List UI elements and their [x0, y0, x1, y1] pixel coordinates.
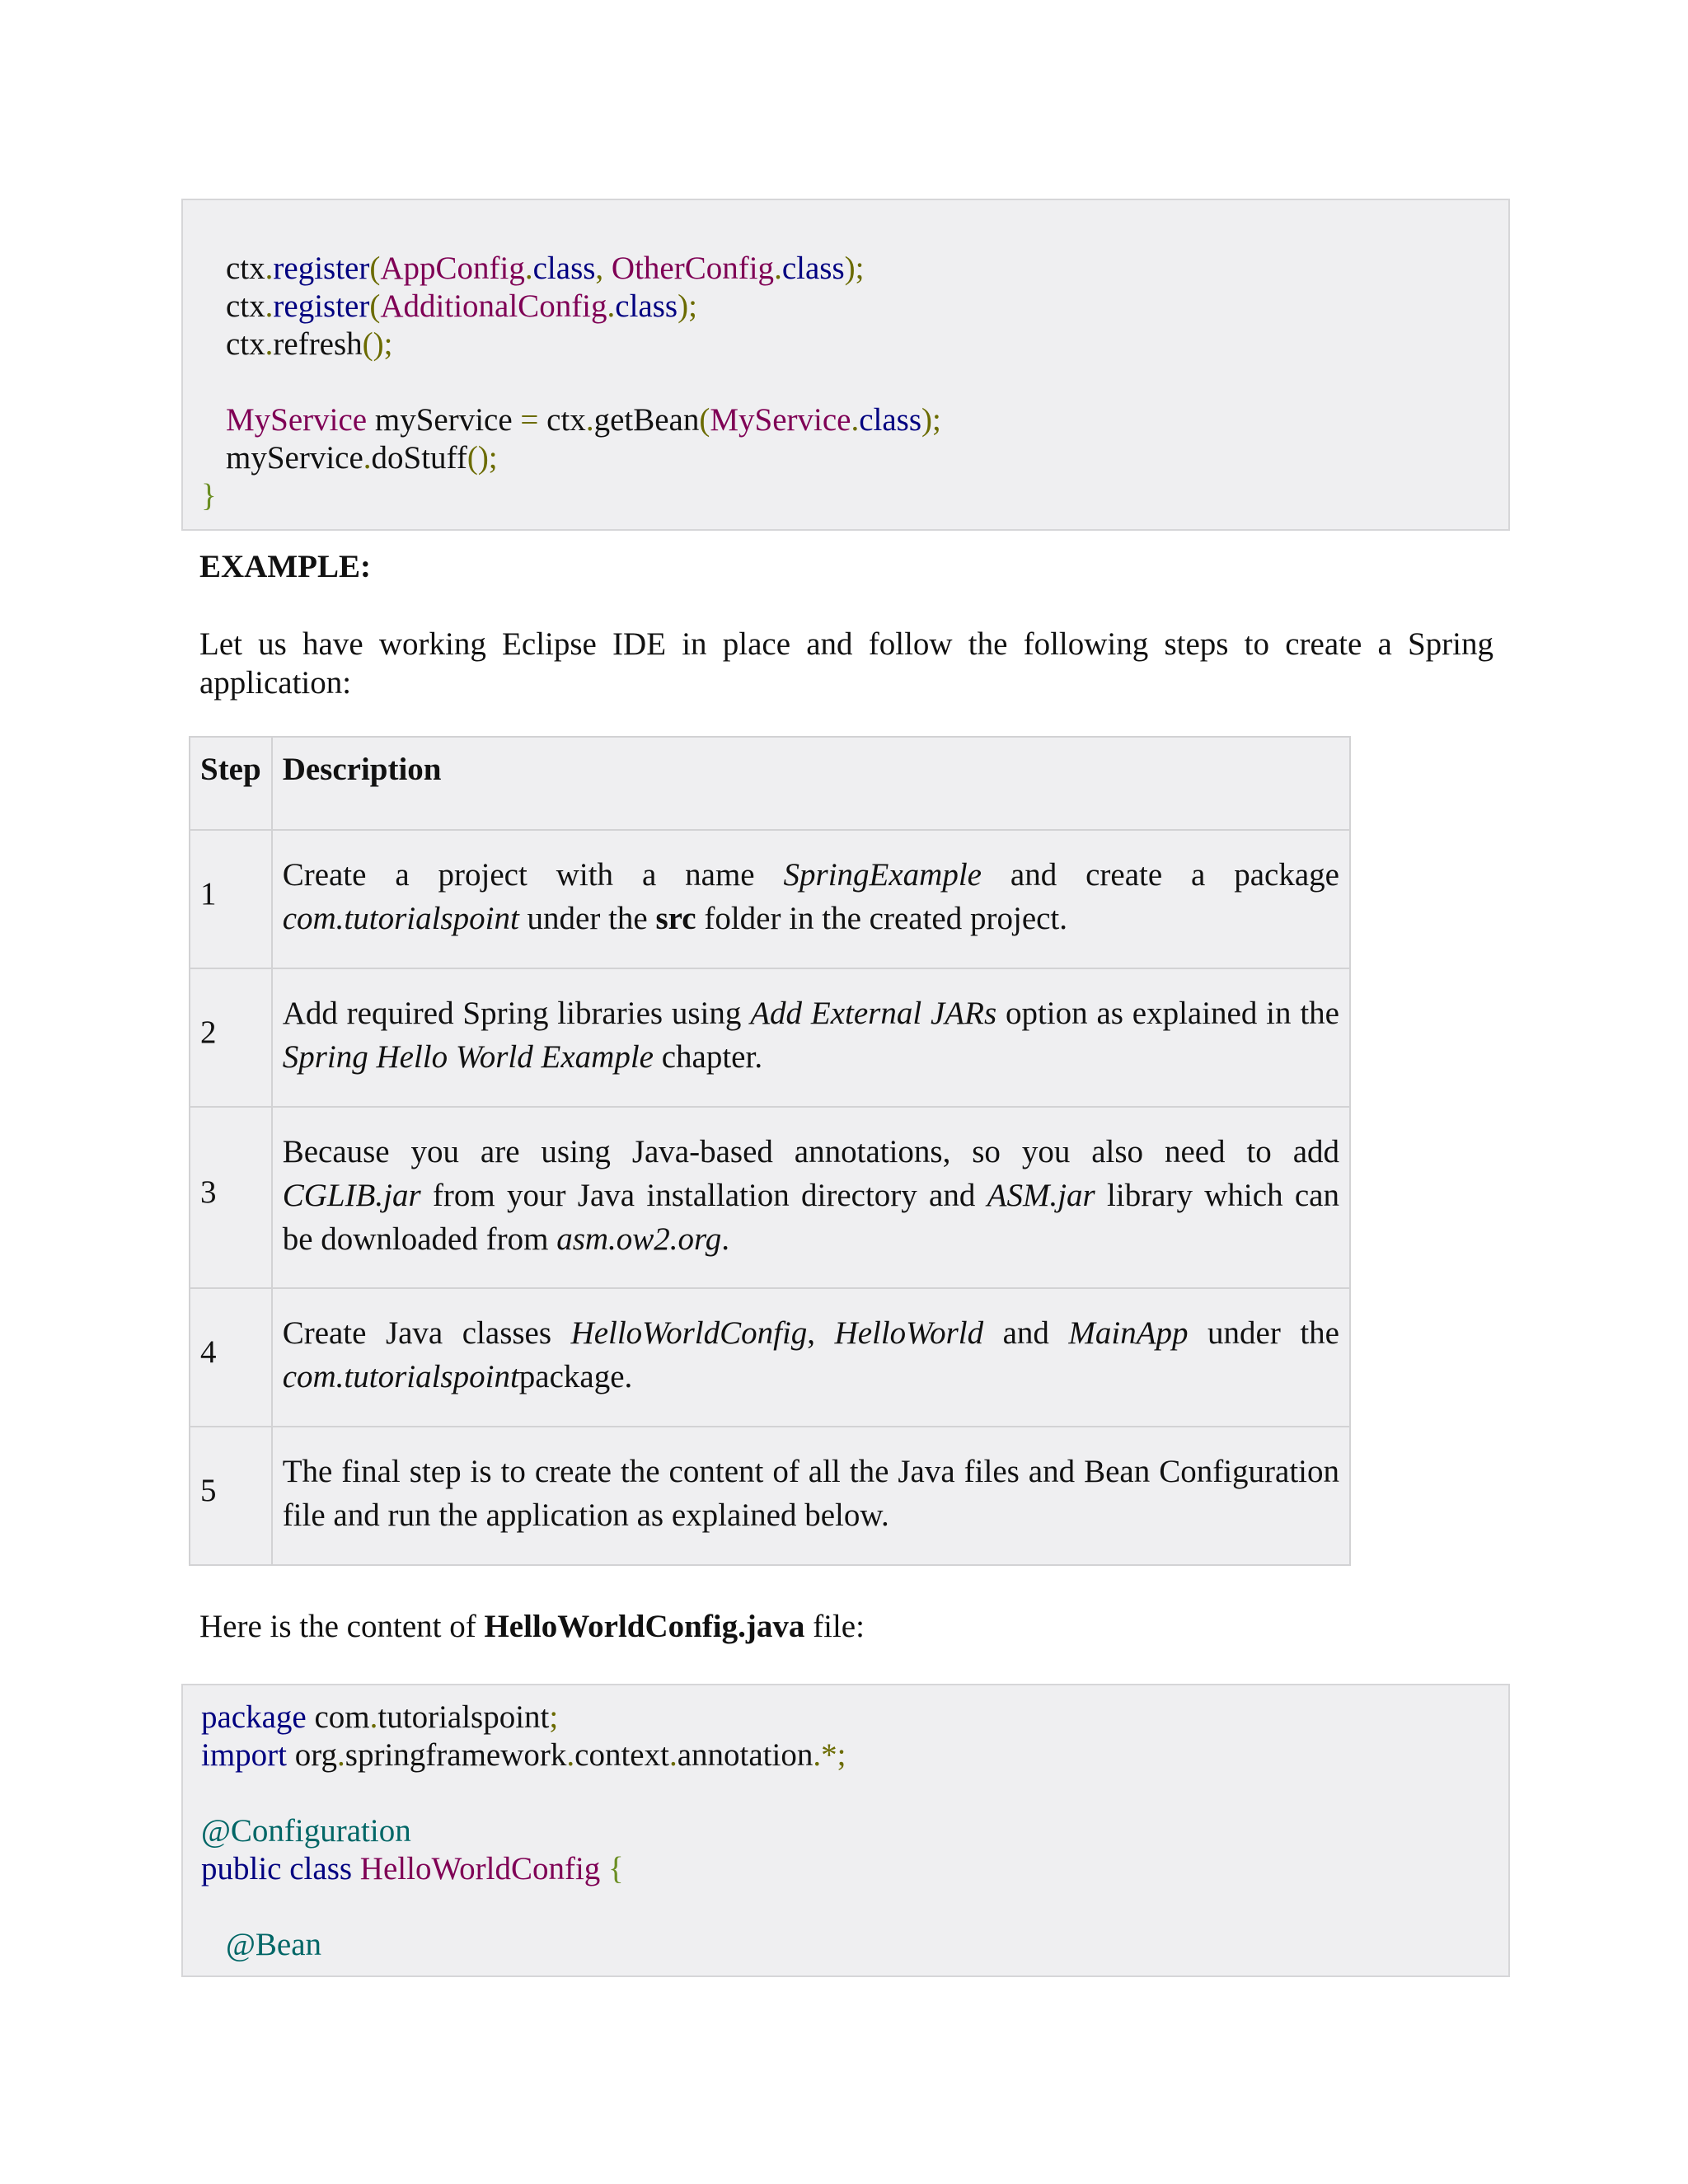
code-block-1-line	[183, 401, 1508, 439]
table-row	[190, 1288, 1350, 1427]
code-token: AdditionalConfig	[380, 288, 607, 324]
code-token: register	[273, 288, 370, 324]
description-text: Spring Hello World Example	[282, 1039, 654, 1075]
description-text: under the	[518, 901, 656, 936]
code-token: MyService	[710, 402, 851, 438]
code-token: }	[201, 478, 217, 513]
code-token: class	[289, 1851, 353, 1886]
code-token: );	[678, 288, 697, 324]
code-token: (	[369, 251, 381, 286]
code-token: );	[844, 251, 865, 286]
code-token: .	[369, 1699, 378, 1735]
content-intro-before: Here is the content of	[199, 1609, 485, 1644]
code-token: .	[363, 440, 372, 476]
table-header-row	[190, 737, 1350, 830]
description-text: option as explained in the	[996, 996, 1339, 1031]
description-text: folder in the created project.	[696, 901, 1068, 936]
code-token: class	[615, 288, 678, 324]
code-token	[352, 1851, 360, 1886]
description-text: .	[721, 1221, 730, 1257]
description-text: ,	[807, 1315, 835, 1351]
code-token: springframework	[345, 1737, 567, 1773]
description-text: and	[983, 1315, 1069, 1351]
description-text: HelloWorld	[834, 1315, 984, 1351]
code-token: public	[201, 1851, 282, 1886]
code-token: ();	[467, 440, 498, 476]
code-token: ,	[595, 251, 612, 286]
code-token	[600, 1851, 608, 1886]
code-block-2-line	[183, 1699, 1508, 1736]
code-token: doStuff	[371, 440, 467, 476]
code-block-1-line	[183, 288, 1508, 326]
code-token: AppConfig	[380, 251, 525, 286]
code-token: ;	[549, 1699, 559, 1735]
code-token: refresh	[273, 326, 363, 362]
code-token: context	[574, 1737, 669, 1773]
code-token: HelloWorldConfig	[359, 1851, 601, 1886]
code-token: class	[859, 402, 922, 438]
code-token: (	[369, 288, 381, 324]
code-token: MyService	[226, 402, 368, 438]
steps-table-body	[190, 830, 1350, 1565]
code-token: myService	[367, 402, 521, 438]
code-token: @Configuration	[201, 1813, 411, 1849]
content-intro-after: file:	[804, 1609, 865, 1644]
code-token: myService	[226, 440, 363, 476]
description-text: CGLIB.jar	[282, 1177, 421, 1213]
step-description	[272, 1288, 1350, 1427]
step-description	[272, 968, 1350, 1107]
code-block-2-line	[183, 1736, 1508, 1774]
code-token: .	[265, 326, 274, 362]
code-token: register	[273, 251, 370, 286]
code-block-2-line	[183, 1850, 1508, 1888]
description-text: package.	[518, 1359, 633, 1394]
step-number: 4	[190, 1288, 272, 1427]
code-block-2-line	[183, 1888, 1508, 1926]
code-block-2	[181, 1684, 1510, 1977]
description-text: chapter.	[653, 1039, 763, 1075]
code-token: .	[851, 402, 860, 438]
code-token: .	[566, 1737, 575, 1773]
table-row	[190, 968, 1350, 1107]
description-text: under the	[1188, 1315, 1339, 1351]
code-token: .	[265, 251, 274, 286]
code-token: .	[337, 1737, 345, 1773]
description-text: Create a project with a name	[282, 857, 784, 893]
table-row	[190, 1107, 1350, 1288]
content-intro-paragraph	[199, 1607, 1493, 1646]
code-block-2-line	[183, 1812, 1508, 1850]
description-text: MainApp	[1068, 1315, 1189, 1351]
header-description: Description	[272, 737, 1350, 830]
description-text: Add External JARs	[750, 996, 997, 1031]
code-token: com	[306, 1699, 370, 1735]
code-token: );	[921, 402, 941, 438]
code-token: .	[774, 251, 782, 286]
code-token: ctx	[226, 326, 265, 362]
description-text: and create a package	[981, 857, 1339, 893]
code-token: .	[607, 288, 616, 324]
step-number: 3	[190, 1107, 272, 1288]
description-text: com.tutorialspoint	[282, 901, 519, 936]
steps-table	[189, 736, 1351, 1566]
step-description	[272, 830, 1350, 968]
description-text: SpringExample	[783, 857, 982, 893]
code-token: org	[287, 1737, 338, 1773]
code-block-1-line	[183, 439, 1508, 477]
description-text: Add required Spring libraries using	[282, 996, 751, 1031]
code-block-1-line	[183, 477, 1508, 515]
description-text: HelloWorldConfig	[570, 1315, 808, 1351]
code-token: OtherConfig	[611, 251, 775, 286]
code-block-1-line	[183, 250, 1508, 288]
intro-paragraph: Let us have working Eclipse IDE in place and follow the following steps to create a Spring application:	[199, 626, 1493, 701]
example-heading: EXAMPLE:	[199, 549, 371, 584]
code-token: =	[520, 402, 539, 438]
code-token: ctx	[538, 402, 586, 438]
code-token: .	[668, 1737, 678, 1773]
header-step: Step	[190, 737, 272, 830]
step-number: 1	[190, 830, 272, 968]
code-token: {	[608, 1851, 624, 1886]
code-block-1-line	[183, 326, 1508, 363]
code-token: annotation	[677, 1737, 814, 1773]
step-description	[272, 1107, 1350, 1288]
description-text: library which can be downloaded from	[282, 1177, 1339, 1257]
code-block-1-line	[183, 363, 1508, 401]
code-block-2-line	[183, 1774, 1508, 1812]
description-text: from your Java installation directory and	[420, 1177, 987, 1213]
table-row	[190, 1427, 1350, 1565]
code-token: class	[781, 251, 845, 286]
description-text: Because you are using Java-based annotations, so you also need to add	[282, 1133, 1339, 1169]
code-token: .*;	[813, 1737, 846, 1773]
code-token: .	[524, 251, 533, 286]
content-intro-filename: HelloWorldConfig.java	[484, 1609, 805, 1644]
code-token: package	[201, 1699, 307, 1735]
code-token: @Bean	[226, 1927, 322, 1962]
code-block-1	[181, 199, 1510, 531]
code-token: (	[699, 402, 710, 438]
table-row	[190, 830, 1350, 968]
code-block-2-line	[183, 1926, 1508, 1964]
code-token: tutorialspoint	[377, 1699, 550, 1735]
step-description	[272, 1427, 1350, 1565]
code-token: class	[532, 251, 596, 286]
description-text: Create Java classes	[282, 1315, 571, 1351]
code-token: import	[201, 1737, 287, 1773]
code-token: ctx	[226, 288, 265, 324]
description-text: src	[655, 901, 696, 936]
code-token: .	[585, 402, 594, 438]
description-text: asm.ow2.org	[556, 1221, 722, 1257]
code-token: getBean	[593, 402, 700, 438]
code-token: .	[265, 288, 274, 324]
code-token: ctx	[226, 251, 265, 286]
step-number: 2	[190, 968, 272, 1107]
step-number: 5	[190, 1427, 272, 1565]
description-text: ASM.jar	[987, 1177, 1095, 1213]
code-token: ();	[362, 326, 393, 362]
description-text: The final step is to create the content of all the Java files and Bean Configuration file and run the application as explained below.	[282, 1454, 1339, 1533]
description-text: com.tutorialspoint	[282, 1359, 519, 1394]
code-token	[281, 1851, 289, 1886]
